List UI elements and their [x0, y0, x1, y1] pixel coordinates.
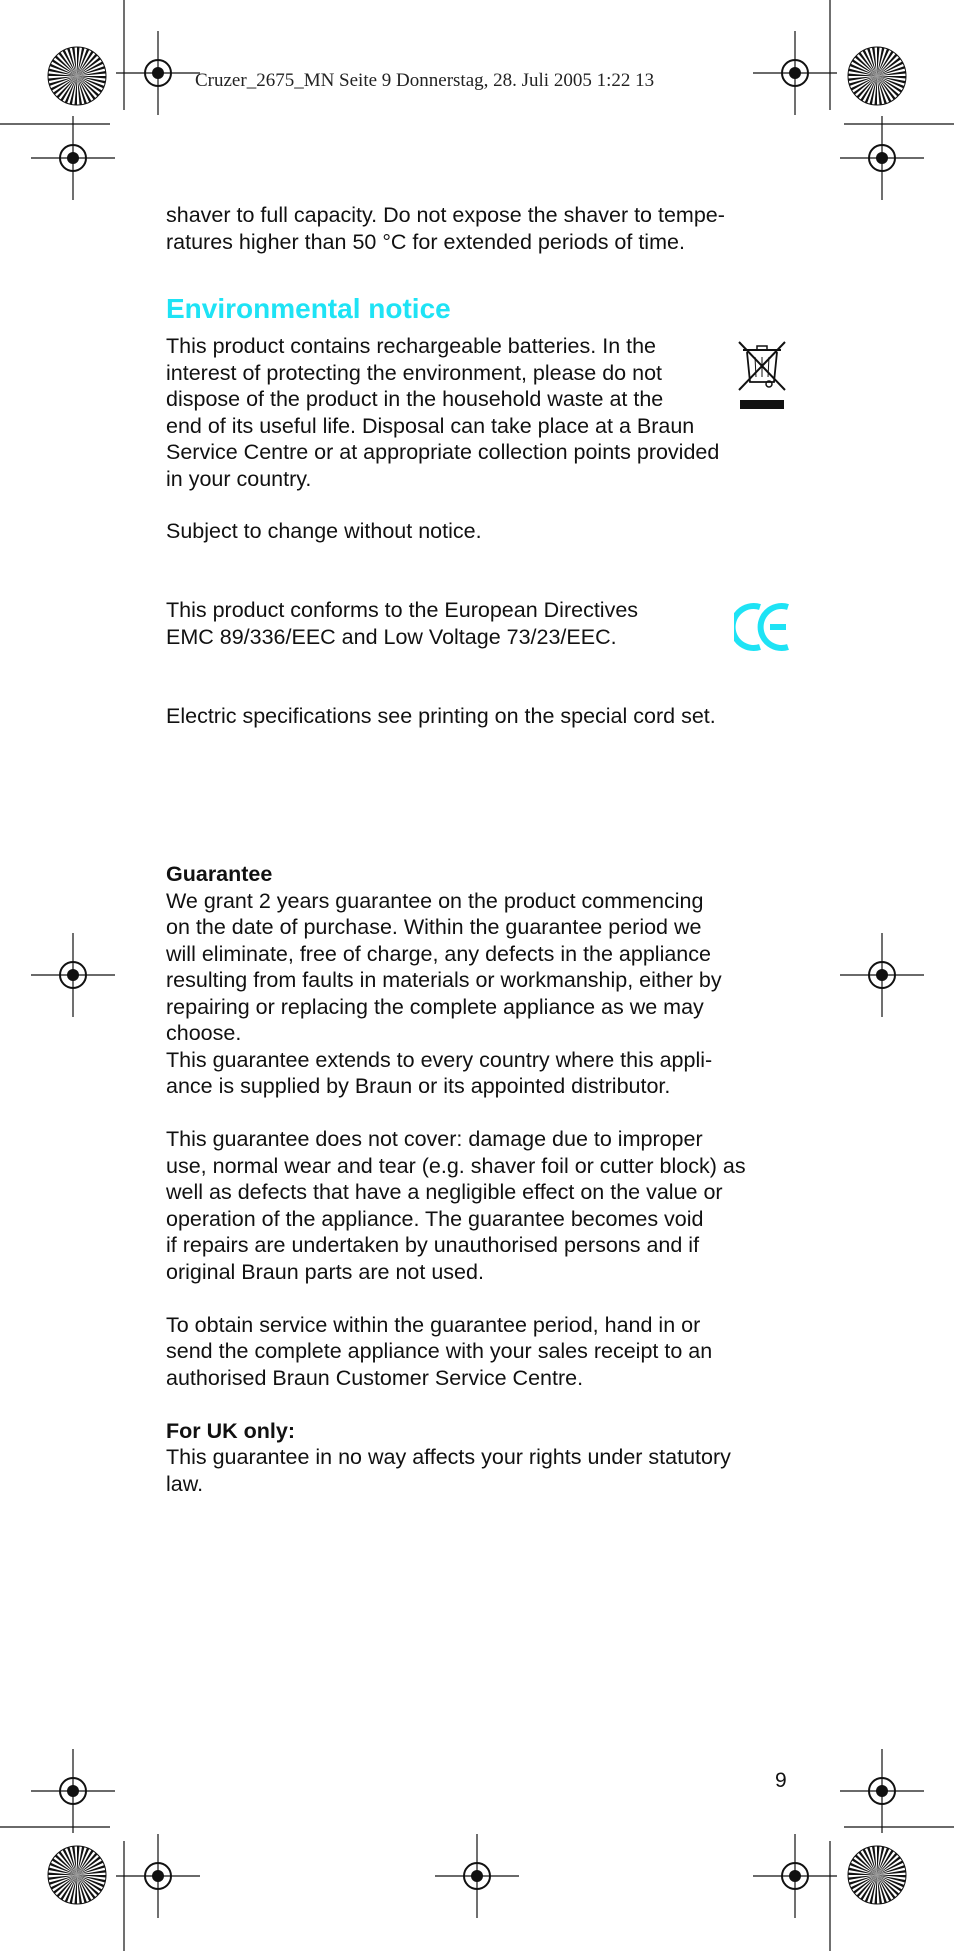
guarantee-line: ance is supplied by Braun or its appointed distributor. [166, 1074, 671, 1098]
page-number: 9 [775, 1769, 787, 1792]
guarantee-line: well as defects that have a negligible effect on the value or [166, 1180, 723, 1204]
guarantee-line: send the complete appliance with your sales receipt to an [166, 1339, 713, 1363]
star-target-icon [848, 47, 906, 105]
env-line: This product contains rechargeable batteries. In the [166, 334, 657, 358]
guarantee-line: original Braun parts are not used. [166, 1259, 484, 1284]
registration-mark-icon [753, 1834, 837, 1918]
star-target-icon [848, 1846, 906, 1904]
print-slug: Cruzer_2675_MN Seite 9 Donnerstag, 28. Juli 2005 1:22 13 [195, 70, 655, 91]
guarantee-line: use, normal wear and tear (e.g. shaver foil or cutter block) as [166, 1153, 746, 1178]
registration-mark-icon [435, 1834, 519, 1918]
env-line: interest of protecting the environment, please do not [166, 360, 663, 385]
guarantee-line: resulting from faults in materials or workmanship, either by [166, 968, 722, 992]
guarantee-line: on the date of purchase. Within the guarantee period we [166, 915, 702, 939]
guarantee-line: operation of the appliance. The guarantee becomes void [166, 1206, 704, 1231]
star-target-icon [48, 47, 106, 105]
guarantee-line: We grant 2 years guarantee on the product commencing [166, 888, 704, 913]
uk-line: This guarantee in no way affects your rights under statutory [166, 1445, 731, 1469]
uk-heading: For UK only: [166, 1418, 295, 1443]
intro-line: shaver to full capacity. Do not expose the shaver to tempe- [166, 203, 725, 227]
registration-mark-icon [31, 933, 115, 1017]
guarantee-line: authorised Braun Customer Service Centre. [166, 1365, 584, 1390]
uk-line: law. [166, 1471, 204, 1496]
conformity-line: EMC 89/336/EEC and Low Voltage 73/23/EEC. [166, 624, 617, 649]
environmental-notice-heading: Environmental notice [166, 293, 451, 324]
guarantee-line: To obtain service within the guarantee period, hand in or [166, 1312, 701, 1337]
guarantee-line: repairing or replacing the complete appliance as we may [166, 994, 704, 1019]
guarantee-heading: Guarantee [166, 862, 273, 886]
star-target-icon [48, 1846, 106, 1904]
registration-mark-icon [31, 116, 115, 200]
env-line: end of its useful life. Disposal can take place at a Braun [166, 413, 695, 438]
guarantee-line: if repairs are undertaken by unauthorised persons and if [166, 1233, 700, 1257]
guarantee-line: choose. [166, 1021, 242, 1045]
registration-mark-icon [116, 1834, 200, 1918]
guarantee-line: This guarantee extends to every country where this appli- [166, 1047, 713, 1072]
electric-spec-text: Electric specifications see printing on the special cord set. [166, 704, 716, 728]
guarantee-line: This guarantee does not cover: damage due to improper [166, 1127, 703, 1151]
registration-mark-icon [840, 1749, 924, 1833]
registration-mark-icon [753, 31, 837, 115]
registration-mark-icon [840, 116, 924, 200]
registration-mark-icon [31, 1749, 115, 1833]
conformity-line: This product conforms to the European Directives [166, 598, 639, 622]
intro-line: ratures higher than 50 °C for extended periods of time. [166, 229, 685, 254]
guarantee-line: will eliminate, free of charge, any defects in the appliance [166, 941, 711, 966]
env-line: in your country. [166, 466, 312, 491]
env-line: dispose of the product in the household waste at the [166, 387, 664, 411]
notice-text: Subject to change without notice. [166, 519, 482, 543]
env-line: Service Centre or at appropriate collection points provided [166, 440, 720, 464]
registration-mark-icon [116, 31, 200, 115]
registration-mark-icon [840, 933, 924, 1017]
